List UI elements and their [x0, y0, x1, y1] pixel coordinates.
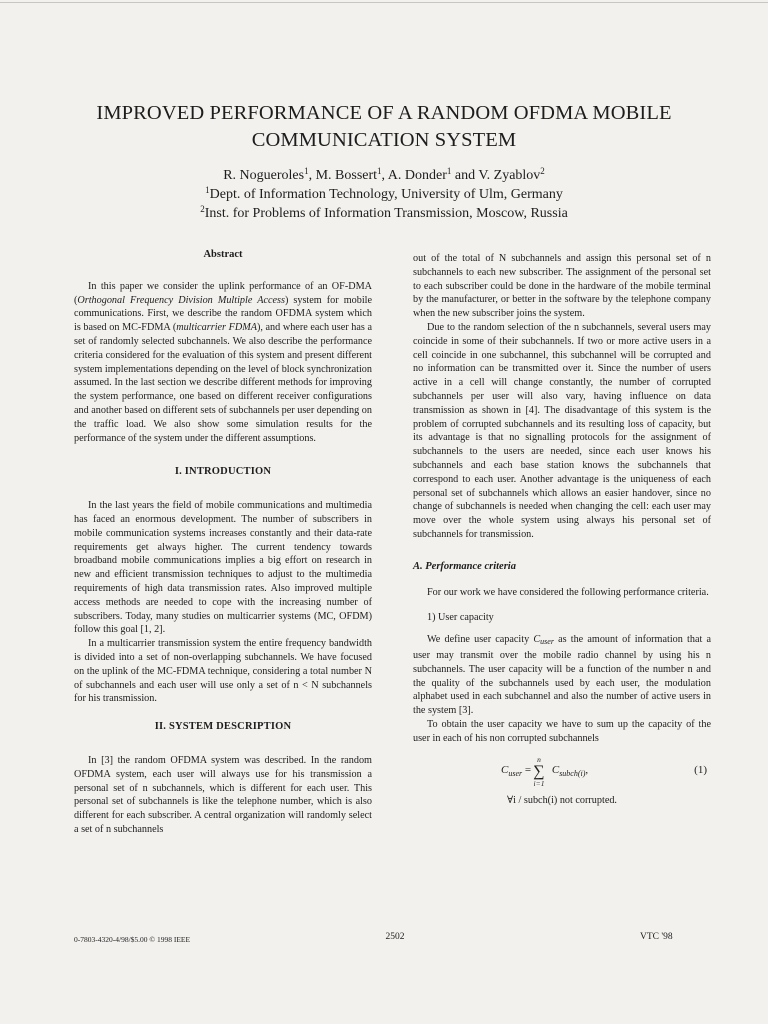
- right-paragraph-1: out of the total of N subchannels and assign this personal set of n subchannels to each new subscriber. The assignment of the personal set to each subscriber could be done in the hardware of the mobile terminal by the manufacturer, or better in the software by the telephone company when the new subscriber joins the system.: [413, 253, 711, 320]
- abstract-heading: Abstract: [203, 249, 243, 260]
- affiliation-2: [90, 204, 678, 223]
- abstract-text: [74, 280, 372, 446]
- abstract-part: In this paper we consider the uplink performance of an OF-DMA (: [74, 280, 372, 306]
- affil-mark: 1: [446, 166, 452, 176]
- abstract-italic: multicarrier FDMA: [176, 322, 257, 334]
- eq-lhs: C: [501, 763, 509, 776]
- right-column: [413, 252, 711, 807]
- top-rule: [0, 2, 768, 3]
- affiliation-1-text: Dept. of Information Technology, University of Ulm, Germany: [209, 187, 563, 202]
- title-line-2: COMMUNICATION SYSTEM: [251, 129, 517, 151]
- eq-equals: =: [522, 763, 534, 776]
- eq-trail: ,: [585, 763, 589, 776]
- conference-label: VTC '98: [640, 932, 673, 942]
- affil-mark: 1: [205, 185, 210, 195]
- abstract-part: ) system for mobile communications. First, we describe the random OFDMA system which is based on MC-FDMA (: [74, 294, 372, 334]
- sigma-symbol: ∑: [533, 762, 545, 780]
- affil-mark: 2: [200, 204, 205, 214]
- author-4: and V. Zyablov: [451, 168, 541, 183]
- abstract-part: ), and where each user has a set of randomly selected subchannels. We also describe the performance criteria considered for the evaluation of this system and present different system implementations depending on the level of block synchronization assumed. In the last section we describe different methods for improving the system performance, one based on different receiver configurations and another based on different sets of subchannels per user depending on the traffic load. We also show some simulation results for the performance of the system under the different assumptions.: [74, 322, 372, 444]
- summation-operator: [531, 756, 547, 788]
- title-line-1: IMPROVED PERFORMANCE OF A RANDOM OFDMA MOBILE: [96, 102, 672, 124]
- author-3: , A. Donder: [381, 168, 447, 183]
- p4-symbol: C: [533, 634, 541, 646]
- eq-rhs-sub: subch(i): [559, 768, 586, 778]
- author-2: , M. Bossert: [308, 168, 378, 183]
- p4-symbol-sub: user: [540, 637, 554, 647]
- equation-number: (1): [694, 763, 707, 776]
- author-1: R. Nogueroles: [223, 168, 305, 183]
- author-block: [90, 166, 678, 223]
- page-number: 2502: [385, 932, 405, 942]
- p4-text: We define user capacity: [427, 634, 534, 646]
- affil-mark: 1: [377, 166, 382, 176]
- affiliation-1: [90, 185, 678, 204]
- system-paragraph-1: In [3] the random OFDMA system was described. In the random OFDMA system, each user will always use for his transmission a personal set of n subchannels, which is different for each user. This personal set of subchannels is like the telephone number, which is also different for each subscriber. A central organization will randomly select a set of n subchannels: [74, 754, 372, 835]
- intro-paragraph-2: In a multicarrier transmission system the entire frequency bandwidth is divided into a set of non-overlapping subchannels. We have focused on the uplink of the MC-FDMA technique, considering a total number N of subchannels and each user will use only a set of n < N subchannels for his transmission.: [74, 638, 372, 705]
- right-paragraph-2: Due to the random selection of the n subchannels, several users may coincide in some of their subchannels. If two or more active users in a cell coincide in one subchannel, this subchannel will be corrupted and no information can be transmitted over it. Since the number of users active in a cell will change constantly, the number of corrupted subchannels per user will also vary, having influence on data transmission as shown in [4]. The disadvantage of this system is the problem of corrupted subchannels and its resulting loss of capacity, but its advantage is that no signalling protocols for the assignment of subchannels to the users are needed, since each user knows his subchannels and each base station knows the subchannels that correspond to each user. Another advantage is the uniqueness of each personal set of subchannels which allows an easier handover, since no change of subchannels is needed when changing the cell: each user may move over the whole system using always his personal set of subchannels for transmission.: [413, 321, 711, 540]
- equation-1: [413, 756, 711, 790]
- right-paragraph-4: [413, 633, 711, 718]
- equation-condition: ∀i / subch(i) not corrupted.: [507, 794, 617, 806]
- eq-lhs-sub: user: [508, 768, 523, 778]
- affil-mark: 2: [540, 166, 545, 176]
- eq-rhs: C: [551, 763, 560, 776]
- affil-mark: 1: [304, 166, 309, 176]
- subsubsection-user-capacity: 1) User capacity: [427, 612, 494, 624]
- section-heading-introduction: I. INTRODUCTION: [174, 466, 272, 478]
- sum-upper-limit: n: [537, 754, 541, 764]
- paper-title: [80, 100, 688, 154]
- author-list: [90, 166, 678, 185]
- left-column: [74, 248, 372, 837]
- affiliation-2-text: Inst. for Problems of Information Transmission, Moscow, Russia: [204, 206, 568, 221]
- subsection-performance-criteria: A. Performance criteria: [413, 560, 516, 572]
- abstract-italic: Orthogonal Frequency Division Multiple Access: [77, 294, 285, 306]
- sum-lower-limit: i=1: [533, 778, 545, 788]
- right-paragraph-5: To obtain the user capacity we have to sum up the capacity of the user in each of his non corrupted subchannels: [413, 718, 711, 744]
- p4-text: as the amount of information that a user may transmit over the mobile radio channel by using his n subchannels. The user capacity will be a function of the number n and the quality of the subchannels used by each user, the modulation alphabet used in each subchannel and also the number of active users in the system [3].: [413, 634, 711, 717]
- intro-paragraph-1: In the last years the field of mobile communications and multimedia has faced an enormous development. The number of subscribers in mobile communication systems increases constantly and their data-rate requirements get always higher. The current tendency towards broadband mobile communications implies a big effort on research in new and efficient transmission techniques to adjust to the multimedia requirements of high data transmission rates. Also improved multiple access methods are needed to cope with the increasing number of subscribers. Today, many studies on multicarrier systems (MC, OFDM) follow this goal [1, 2].: [74, 500, 372, 636]
- copyright-line: 0-7803-4320-4/98/$5.00 © 1998 IEEE: [74, 935, 191, 944]
- right-paragraph-3: For our work we have considered the following performance criteria.: [427, 586, 709, 598]
- section-heading-system: II. SYSTEM DESCRIPTION: [154, 721, 292, 733]
